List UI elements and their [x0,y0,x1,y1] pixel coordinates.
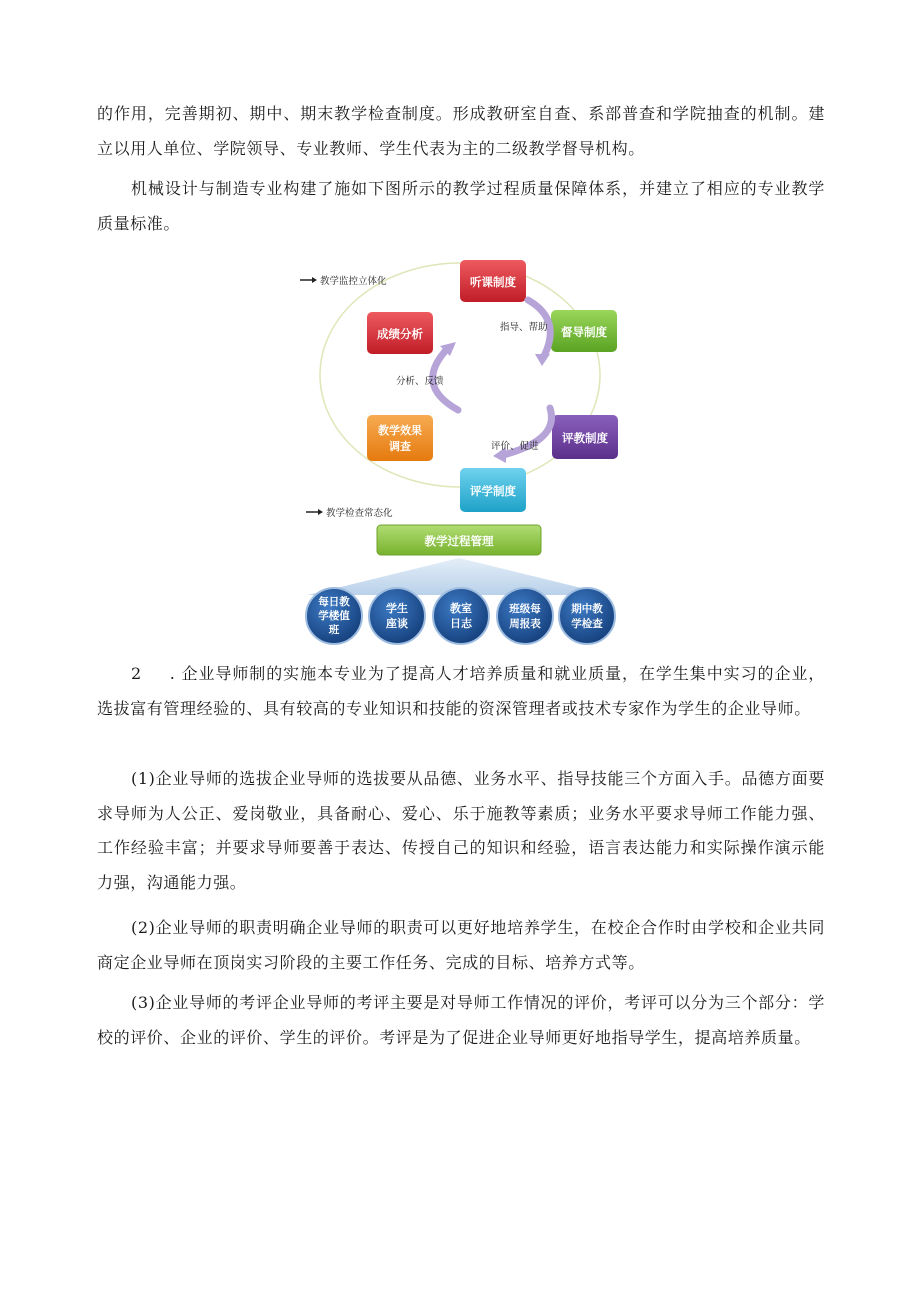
paragraph-quality-system: 机械设计与制造专业构建了施如下图所示的教学过程质量保障体系，并建立了相应的专业教学质量标准。 [97,179,825,233]
label-monitor: 教学监控立体化 [320,276,387,287]
circle-classroom-log [433,588,489,644]
box-listen [460,260,526,302]
svg-text:座谈: 座谈 [386,617,408,630]
svg-text:成绩分析: 成绩分析 [377,327,423,341]
paragraph-mentor-duties: (2)企业导师的职责明确企业导师的职责可以更好地培养学生，在校企合作时由学校和企业共同商定企业导师在顶岗实习阶段的主要工作任务、完成的目标、培养方式等。 [97,918,825,972]
svg-text:学楼值: 学楼值 [318,610,350,622]
svg-text:教学效果: 教学效果 [378,424,422,437]
paragraph-intro-continued: 的作用，完善期初、期中、期末教学检查制度。形成教研室自查、系部普查和学院抽查的机制。建立以用人单位、学院领导、专业教师、学生代表为主的二级教学督导机构。 [97,104,825,158]
paragraph-mentor-evaluation: (3)企业导师的考评企业导师的考评主要是对导师工作情况的评价，考评可以分为三个部分：学校的评价、企业的评价、学生的评价。考评是为了促进企业导师更好地指导学生，提高培养质量。 [97,993,825,1047]
svg-text:班级每: 班级每 [509,603,541,615]
svg-text:督导制度: 督导制度 [561,325,607,339]
arrow-label-guide: 指导、帮助 [500,322,548,333]
svg-text:评教制度: 评教制度 [562,431,608,445]
svg-text:学检查: 学检查 [571,618,603,630]
box-supervise [551,310,617,352]
quality-assurance-diagram [288,250,628,645]
svg-text:教学过程管理: 教学过程管理 [424,534,494,548]
section-number: 2 [131,664,142,683]
section-text: . 企业导师制的实施本专业为了提高人才培养质量和就业质量，在学生集中实习的企业，选拔富有管理经验的、具有较高的专业知识和技能的资深管理者或技术专家作为学生的企业导师。 [97,664,825,718]
box-evaluate-learn [460,468,526,512]
svg-text:期中教: 期中教 [571,603,603,615]
label-check: 教学检查常态化 [326,508,393,519]
circle-student-forum [369,588,425,644]
svg-text:日志: 日志 [450,617,472,630]
process-management-bar [377,525,541,555]
box-score-analysis [367,312,433,354]
svg-text:学生: 学生 [386,602,408,615]
monitor-label-arrow-icon [300,277,317,283]
svg-text:每日教: 每日教 [318,596,350,608]
svg-text:评学制度: 评学制度 [470,484,516,498]
svg-text:周报表: 周报表 [509,618,541,630]
circle-midterm-check [559,588,615,644]
svg-text:教室: 教室 [450,602,472,615]
paragraph-enterprise-mentor [97,657,825,726]
paragraph-mentor-selection: (1)企业导师的选拔企业导师的选拔要从品德、业务水平、指导技能三个方面入手。品德方面要求导师为人公正、爱岗敬业，具备耐心、爱心、乐于施教等素质；业务水平要求导师工作能力强、工作经验丰富；并要求导师要善于表达、传授自己的知识和经验，语言表达能力和实际操作演示能力强，沟通能力强。 [97,769,825,892]
box-evaluate-teach [552,415,618,459]
svg-text:班: 班 [328,624,340,636]
svg-text:听课制度: 听课制度 [470,275,516,289]
svg-text:调查: 调查 [389,440,411,453]
circle-weekly-report [497,588,553,644]
box-effect-survey [367,415,433,461]
arrow-label-promote: 评价、促进 [491,441,539,452]
arrow-label-analyze: 分析、反馈 [396,376,444,387]
arrow-promote-icon [493,408,551,463]
arrow-guide-icon [528,300,550,366]
circle-daily-duty [306,588,362,644]
check-label-arrow-icon [306,509,323,515]
